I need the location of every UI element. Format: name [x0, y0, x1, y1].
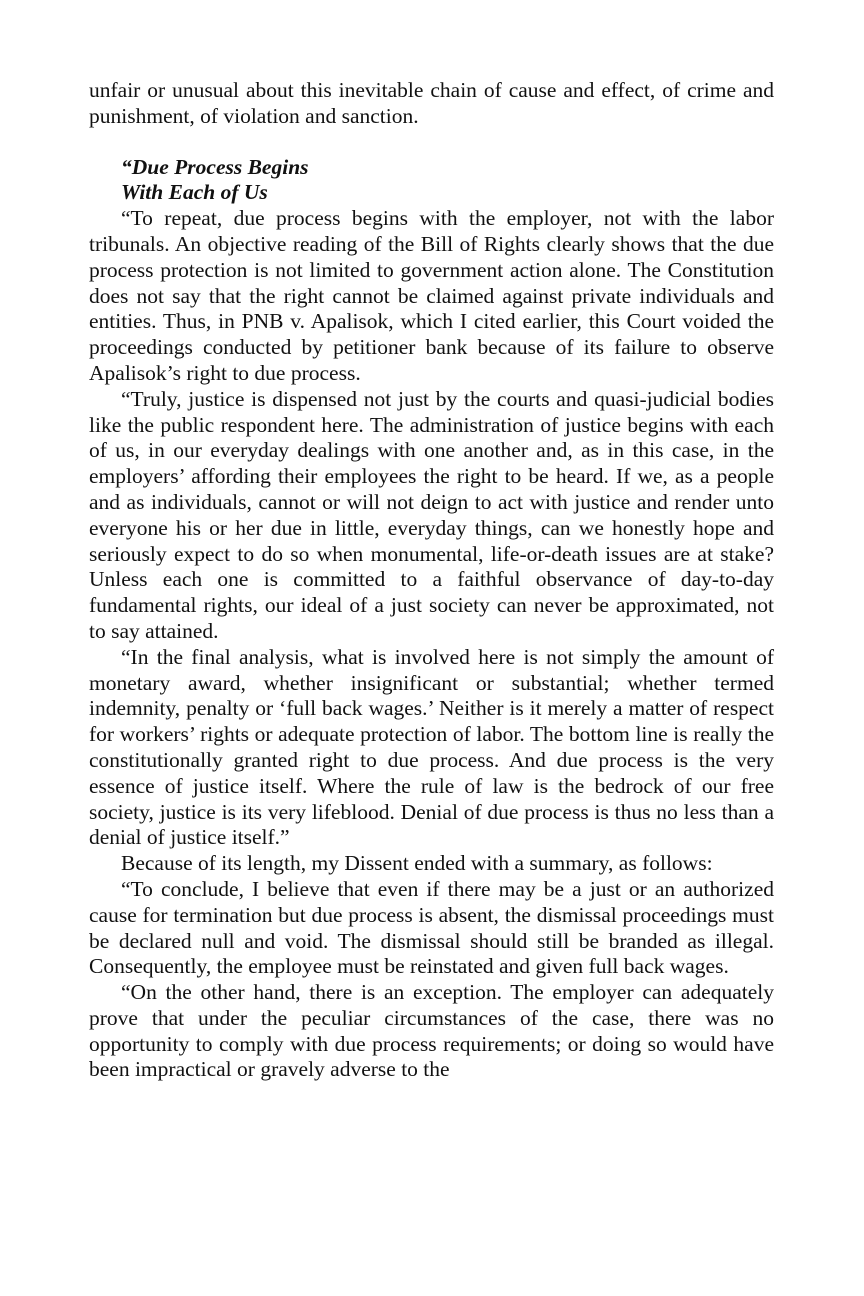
paragraph-due-process-employer: “To repeat, due process begins with the employer, not with the labor tribunals. An objective reading of the Bill of Rights clearly shows that the due process protection is not limited to government action alone. The Constitution does not say that the right cannot be claimed against private individuals and entities. Thus, in PNB v. Apalisok, which I cited earlier, this Court voided the proceedings conducted by petitioner bank because of its failure to observe Apalisok’s right to due process.	[89, 206, 774, 385]
paragraph-to-conclude: “To conclude, I believe that even if there may be a just or an authorized cause for termination but due process is absent, the dismissal proceedings must be declared null and void. The dismissal should still be branded as illegal. Consequently, the employee must be reinstated and given full back wages.	[89, 876, 774, 979]
paragraph-exception: “On the other hand, there is an exception. The employer can adequately prove that under the peculiar circumstances of the case, there was no opportunity to comply with due process requirements; or doing so would have been impractical or gravely adverse to the	[89, 980, 774, 1082]
section-heading-line-2: With Each of Us	[121, 180, 268, 205]
section-heading	[89, 155, 774, 207]
paragraph-final-analysis: “In the final analysis, what is involved here is not simply the amount of monetary award, whether insignificant or substantial; whether termed indemnity, penalty or ‘full back wages.’ Neither is it merely a matter of respect for workers’ rights or adequate protection of labor. The bottom line is really the constitutionally granted right to due process. And due process is the very essence of justice itself. Where the rule of law is the bedrock of our free society, justice is its very lifeblood. Denial of due process is thus no less than a denial of justice itself.”	[89, 644, 774, 850]
opening-paragraph: unfair or unusual about this inevitable chain of cause and effect, of crime and punishment, of violation and sanction.	[89, 78, 774, 128]
paragraph-dissent-summary-intro: Because of its length, my Dissent ended with a summary, as follows:	[121, 851, 713, 876]
paragraph-justice-dispensed: “Truly, justice is dispensed not just by the courts and quasi-judicial bodies like the public respondent here. The administration of justice begins with each of us, in our everyday dealings with one another and, as in this case, in the employers’ affording their employees the right to be heard. If we, as a people and as individuals, cannot or will not deign to act with justice and render unto everyone his or her due in little, everyday things, can we honestly hope and seriously expect to do so when monumental, life-or-death issues are at stake? Unless each one is committed to a faithful observance of day-to-day fundamental rights, our ideal of a just society can never be approximated, not to say attained.	[89, 386, 774, 643]
section-heading-line-1: “Due Process Begins	[121, 154, 309, 179]
document-page	[89, 78, 774, 1083]
